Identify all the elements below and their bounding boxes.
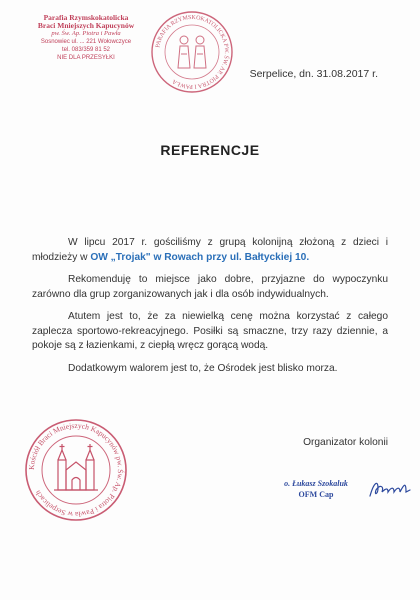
paragraph-1 bbox=[32, 236, 388, 265]
stamp-line-3: pw. Św. Ap. Piotra i Pawła bbox=[51, 30, 121, 37]
signer-order: OFM Cap bbox=[298, 490, 334, 499]
parish-rect-stamp bbox=[30, 14, 142, 62]
resort-name: OW „Trojak" w Rowach przy ul. Bałtyckiej 10. bbox=[90, 251, 310, 263]
stamp-line-6: NIE DLA PRZESYŁKI bbox=[57, 55, 115, 61]
paragraph-1-text: W lipcu 2017 r. gościliśmy z grupą kolonijną złożoną z dzieci i młodzieży w bbox=[32, 237, 388, 263]
svg-text:PARAFIA RZYMSKOKATOLICKA PW. Ś bbox=[155, 15, 231, 89]
seal-top-text: PARAFIA RZYMSKOKATOLICKA PW. ŚW. AP. PIOTRA I PAWŁA bbox=[155, 14, 230, 90]
paragraph-3: Atutem jest to, że za niewielką cenę można korzystać z całego zaplecza sportowo-rekreacyjnego. Posiłki są smaczne, trzy razy dziennie, a pokoje są z łazienkami, z ciepłą wręcz gorącą wodą. bbox=[32, 311, 388, 351]
paragraph-2: Rekomenduję to miejsce jako dobre, przyjazne do wypoczynku zarówno dla grup zorganizowanych jak i dla osób indywidualnych. bbox=[32, 274, 388, 300]
stamp-line-4: Sosnowiec ul. ... 221 Wołowczyce bbox=[40, 39, 132, 45]
stamp-line-5: tel. 083/359 81 52 bbox=[61, 47, 111, 53]
seal-bottom-text: Kościół Braci Mniejszych Kapucynów pw. Św. Ap. Piotra i Pawła w Serpelicach bbox=[26, 420, 126, 520]
paragraph-4: Dodatkowym walorem jest to, że Ośrodek jest blisko morza. bbox=[68, 362, 338, 374]
handwritten-signature bbox=[366, 478, 416, 500]
round-seal-top bbox=[150, 10, 234, 94]
signer-name: o. Łukasz Szokaluk bbox=[284, 479, 348, 488]
stamp-line-2: Braci Mniejszych Kapucynów bbox=[37, 21, 135, 30]
organizer-label: Organizator kolonii bbox=[303, 437, 388, 448]
signer-stamp bbox=[266, 478, 366, 500]
document-body bbox=[32, 236, 388, 384]
document-date: Serpelice, dn. 31.08.2017 r. bbox=[249, 68, 378, 80]
round-seal-bottom bbox=[24, 418, 128, 522]
stamp-line-1: Parafia Rzymskokatolicka bbox=[43, 13, 129, 22]
document-title: REFERENCJE bbox=[160, 142, 260, 158]
